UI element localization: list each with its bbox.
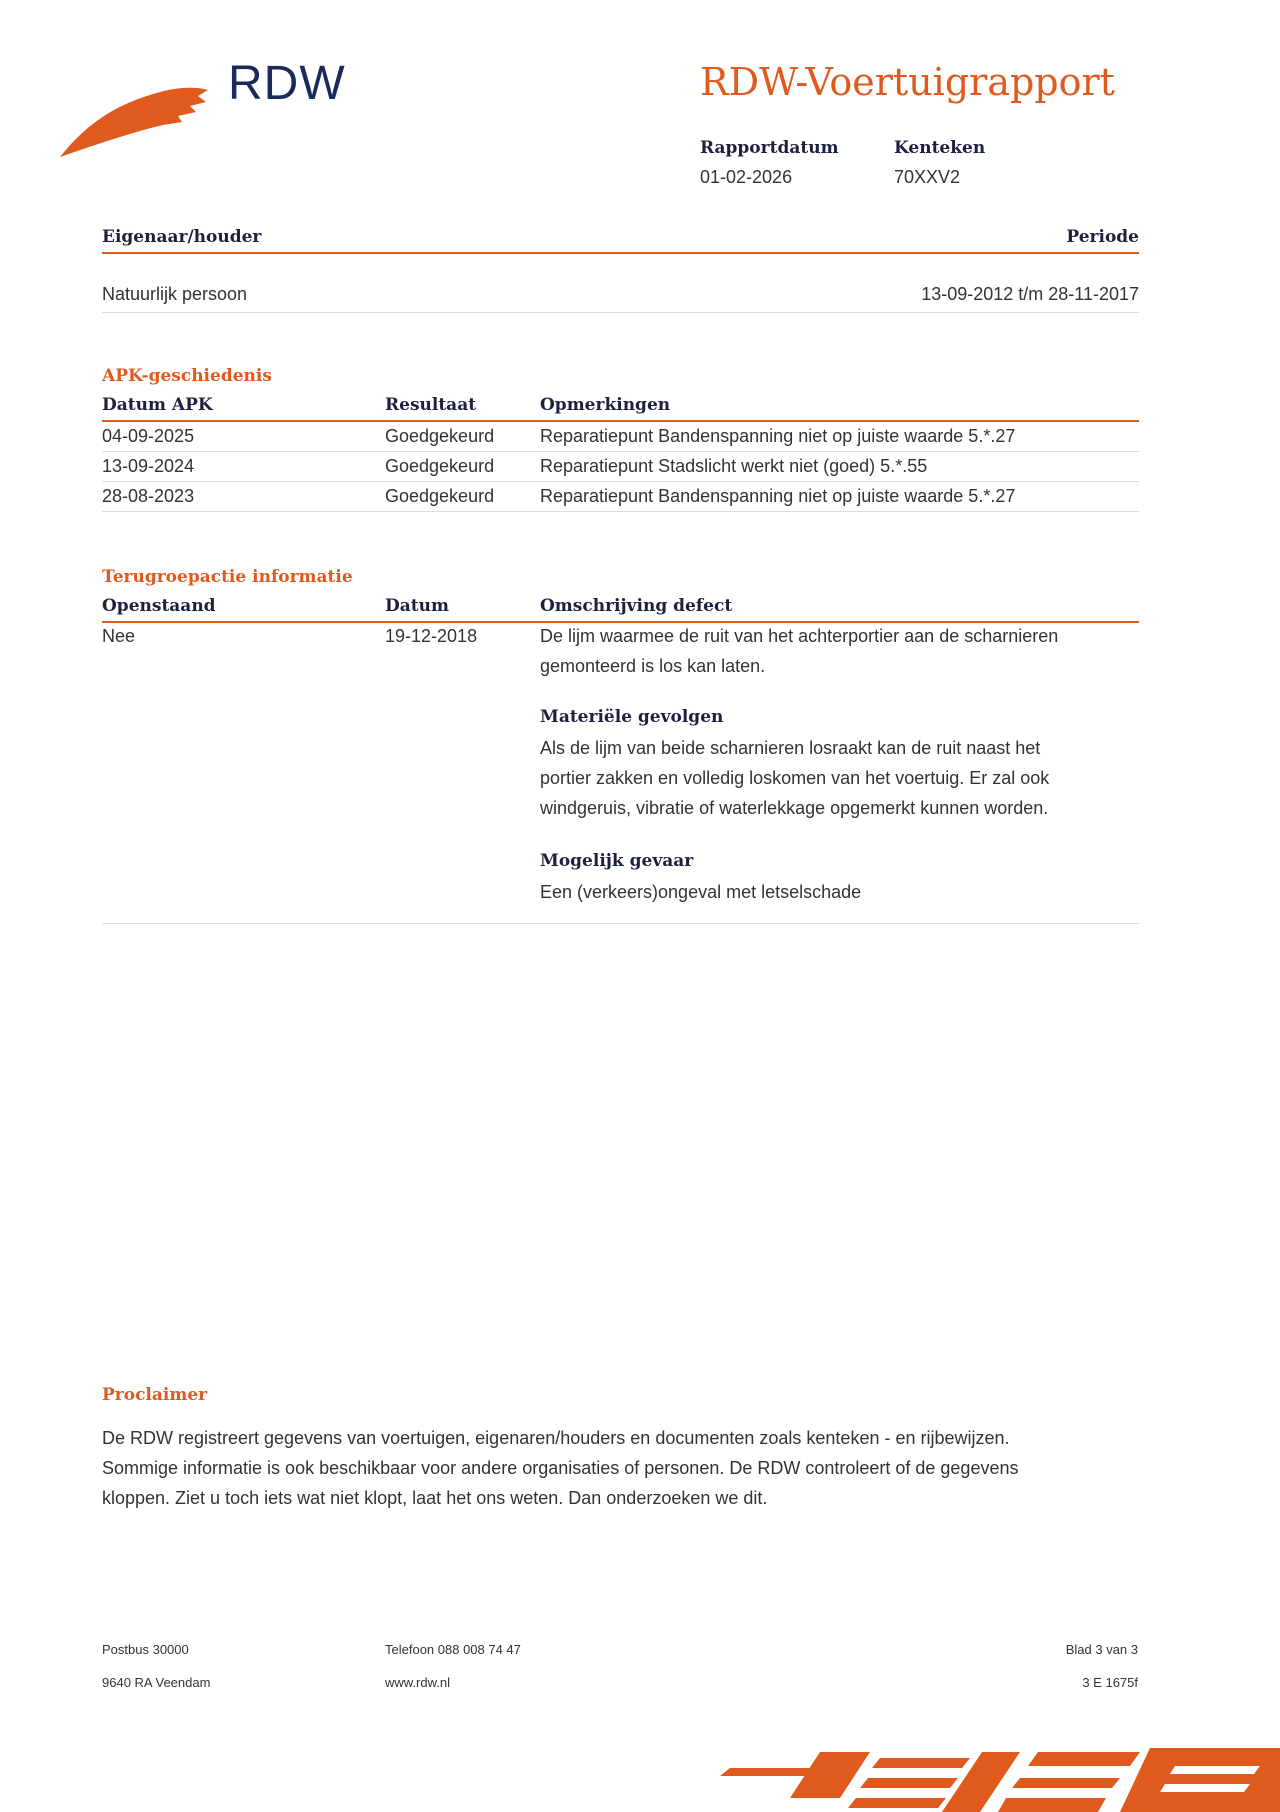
recall-col-open: Openstaand [102,596,216,616]
apk-col-result: Resultaat [385,395,477,415]
recall-col-defect: Omschrijving defect [540,596,733,616]
recall-date-value: 19-12-2018 [385,626,478,646]
footer-phone: Telefoon 088 008 74 47 [385,1642,521,1657]
plate-block [894,138,985,188]
footer-address-1: Postbus 30000 [102,1642,189,1657]
consequences-line: windgeruis, vibratie of waterlekkage opgemerkt kunnen worden. [540,798,1049,818]
proclaimer-line: Sommige informatie is ook beschikbaar voor andere organisaties of personen. De RDW controleert of de gegevens [102,1458,1019,1478]
apk-date: 04-09-2025 [102,426,195,446]
table-row [102,422,1139,452]
owner-row [102,280,1139,313]
plate-label: Kenteken [894,138,986,158]
table-row [102,452,1139,482]
period-value: 13-09-2012 t/m 28-11-2017 [921,284,1139,304]
report-title: RDW-Voertuigrapport [700,60,1115,104]
apk-result: Goedgekeurd [385,426,495,446]
owner-value: Natuurlijk persoon [102,284,248,304]
apk-result: Goedgekeurd [385,456,495,476]
proclaimer-line: kloppen. Ziet u toch iets wat niet klopt, laat het ons weten. Dan onderzoeken we dit. [102,1488,768,1508]
footer-code: 3 E 1675f [1082,1675,1138,1690]
apk-header-row [102,390,1139,422]
owner-header-row [102,222,1139,254]
report-date-value: 01-02-2026 [700,167,793,187]
recall-header-row [102,591,1139,623]
apk-title: APK-geschiedenis [102,366,272,386]
recall-title: Terugroepactie informatie [102,567,353,587]
rdw-feather-icon [58,52,218,162]
rdw-logo [58,52,358,162]
plate-value: 70XXV2 [894,167,961,187]
owner-section [102,222,1139,313]
owner-label: Eigenaar/houder [102,227,262,247]
logo-text: RDW [228,57,346,110]
apk-result: Goedgekeurd [385,486,495,506]
table-row [102,482,1139,512]
report-date-label: Rapportdatum [700,138,839,158]
period-label: Periode [1066,227,1139,247]
consequences-label: Materiële gevolgen [540,707,724,727]
danger-value: Een (verkeers)ongeval met letselschade [540,882,862,902]
defect-line: De lijm waarmee de ruit van het achterportier aan de scharnieren [540,626,1059,646]
apk-remark: Reparatiepunt Bandenspanning niet op juiste waarde 5.*.27 [540,486,1016,506]
recall-details [540,621,1140,907]
defect-line: gemonteerd is los kan laten. [540,656,766,676]
proclaimer-section [102,1385,1139,1513]
consequences-line: Als de lijm van beide scharnieren losraakt kan de ruit naast het [540,738,1041,758]
apk-col-remarks: Opmerkingen [540,395,671,415]
danger-label: Mogelijk gevaar [540,851,694,871]
apk-section [102,366,1139,512]
consequences-line: portier zakken en volledig loskomen van het voertuig. Er zal ook [540,768,1050,788]
footer-website[interactable]: www.rdw.nl [385,1675,451,1690]
recall-row [102,623,1139,924]
decorative-stripes-icon [720,1738,1280,1812]
apk-col-date: Datum APK [102,395,213,415]
proclaimer-title: Proclaimer [102,1385,208,1405]
recall-open-value: Nee [102,626,136,646]
report-date-block [700,138,839,188]
recall-col-date: Datum [385,596,449,616]
footer-address-2: 9640 RA Veendam [102,1675,211,1690]
footer-page: Blad 3 van 3 [1065,1642,1138,1657]
recall-section [102,567,1139,924]
apk-remark: Reparatiepunt Bandenspanning niet op juiste waarde 5.*.27 [540,426,1016,446]
apk-date: 13-09-2024 [102,456,195,476]
apk-remark: Reparatiepunt Stadslicht werkt niet (goed) 5.*.55 [540,456,928,476]
apk-date: 28-08-2023 [102,486,195,506]
proclaimer-line: De RDW registreert gegevens van voertuigen, eigenaren/houders en documenten zoals kenteken - en rijbewijzen. [102,1428,1010,1448]
